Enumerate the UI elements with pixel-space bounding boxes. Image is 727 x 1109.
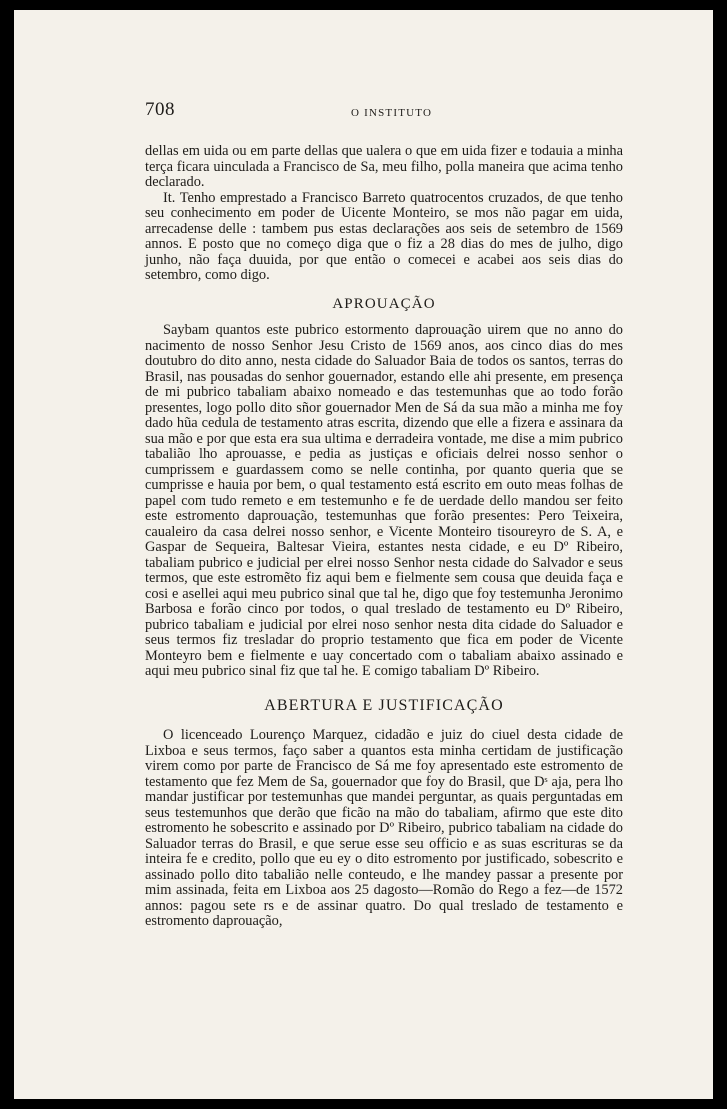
paragraph-continuation: dellas em uida ou em parte dellas que ualera o que em uida fizer e todauia a minha terça ficara uinculada a Francisco de Sa, meu filho, polla maneira que acima tenho declarado. [145,143,623,190]
document-page [14,10,713,1099]
paragraph-loan: It. Tenho emprestado a Francisco Barreto quatrocentos cruzados, de que tenho seu conhecimento em poder de Uicente Monteiro, se mos não pagar em uida, arrecadense delle : tambem pus estas declarações aos seis de setembro de 1569 annos. E posto que no começo diga que o fiz a 28 dias do mes de julho, digo junho, não faça duuida, por que então o comecei e acabei aos seis dias do setembro, como digo. [145,189,623,283]
section-heading-abertura: ABERTURA E JUSTIFICAÇÃO [264,696,504,714]
section-heading-aprouacao: APROUAÇÃO [332,295,436,312]
page-header [145,99,623,124]
page-number: 708 [145,99,175,120]
text-block [145,99,623,930]
paragraph-approval: Saybam quantos este pubrico estormento daprouação uirem que no anno do nacimento de nosso Senhor Jesu Cristo de 1569 anos, aos cinco dias do mes doutubro do dito anno, nesta cidade do Saluador Baia de todos os santos, terras do Brasil, nas pousadas do senhor gouernador, estando elle ahi presente, em presença de mi pubrico tabaliam abaixo nomeado e das testemunhas que ao todo forão presentes, logo pollo dito sñor gouernador Men de Sá da sua mão a minha me foy dado hũa cedula de testamento atras escrita, dizendo que elle a fizera e assinara da sua mão e por que esta era sua ultima e derradeira vontade, me dise a mim pubrico tabalião lho aprouasse, e pedia as justiças e oficiais delrei nosso senhor o cumprissem e guardassem como se nelle continha, por quanto queria que se cumprisse e hauia por bem, o qual testamento está escrito em outo meas folhas de papel com tudo remeto e em testemunho e fe de uerdade dello mandou ser feito este estromento daprouação, testemunhas que forão presentes: Pero Teixeira, caualeiro da casa delrei nosso senhor, e Vicente Monteiro tisoureyro de S. A, e Gaspar de Sequeira, Baltesar Vieira, estantes nesta cidade, e eu Dº Ribeiro, tabaliam pubrico e judicial per elrei nosso Senhor nesta cidade do Salvador e seus termos, que este estromẽto fiz aqui bem e fielmente sem cousa que deuida faça e cosi e asellei aqui meu pubrico sinal que tal he, digo que foy testemunha Jeronimo Barbosa e forão cinco por todos, o qual treslado de testamento eu Dº Ribeiro, pubrico tabaliam e judicial por elrei noso senhor nesta dita cidade do Saluador e seus termos fiz tresladar do proprio testamento que fica em poder de Vicente Monteyro bem e fielmente e uay concertado com o tabaliam abaixo assinado e aqui meu pubrico sinal fiz que tal he. E comigo tabaliam Dº Ribeiro. [145,322,623,679]
running-title: O INSTITUTO [351,107,433,119]
paragraph-justification: O licenceado Lourenço Marquez, cidadão e juiz do ciuel desta cidade de Lixboa e seus termos, faço saber a quantos esta minha certidam de justificação virem como por parte de Francisco de Sá me foy apresentado este estromento de testamento que fez Mem de Sa, gouernador que foy do Brasil, que Dˢ aja, pera lho mandar justificar por testemunhas que mandei perguntar, as quais perguntadas em seus testemunhos que derão que ficão na mão do tabaliam, afirmo que este dito estromento he sobescrito e assinado por Dº Ribeiro, pubrico tabaliam na cidade do Saluador terras do Brasil, e que serue esse seu officio e as suas escrituras se da inteira fe e credito, pollo que eu ey o dito estromento por justificado, sobescrito e assinado pollo dito tabalião nelle conteudo, e lhe mandey passar a presente por mim assinada, feita em Lixboa aos 25 dagosto—Romão do Rego a fez—de 1572 annos: pagou sete rs e de assinar quatro. Do qual treslado de testamento e estromento daprouação, [145,727,623,929]
